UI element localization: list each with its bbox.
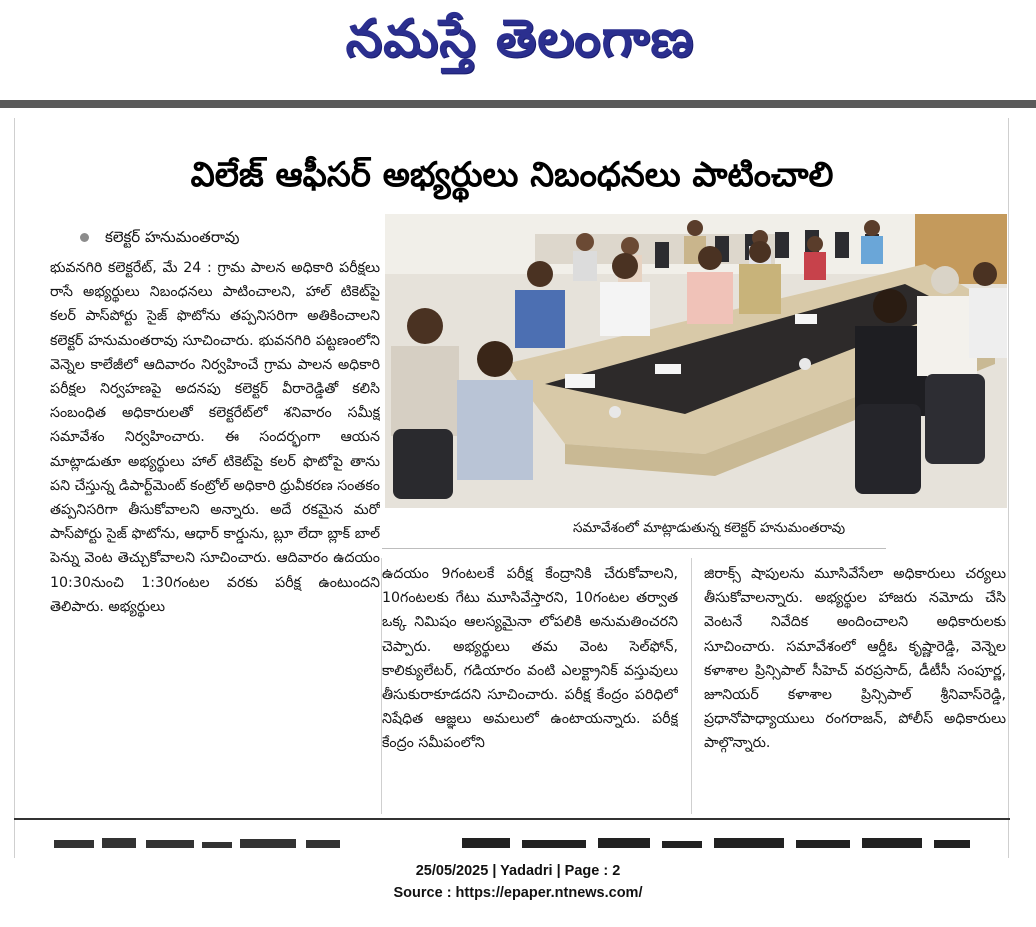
next-article-headline-fragment: [50, 830, 360, 848]
meeting-photo: [385, 214, 1007, 508]
cropped-text-glyphs: [50, 830, 350, 848]
next-article-headline-fragment: [458, 830, 978, 848]
bullet-icon: [80, 233, 89, 242]
cropped-text-glyphs: [458, 830, 978, 848]
article-column-1: భువనగిరి కలెక్టరేట్, మే 24 : గ్రామ పాలన అధికారి పరీక్షలు రాసే అభ్యర్థులు నిబంధనలు పాటించాలని, హాల్ టికెట్‌పై కలర్ పాస్‌పోర్టు సైజ్ ఫొటోను తప్పనిసరిగా అతికించాలని కలెక్టర్ హనుమంతరావు సూచించారు. భువనగిరి పట్టణంలోని వెన్నెల కాలేజీలో ఆదివారం నిర్వహించే గ్రామ పాలన అధికారి పరీక్షల నిర్వహణపై అదనపు కలెక్టర్ వీరారెడ్డితో కలిసి సంబంధిత అధికారులతో కలెక్టరేట్‌లో శనివారం సమీక్ష సమావేశం నిర్వహించారు. ఈ సందర్భంగా ఆయన మాట్లాడుతూ అభ్యర్థులు హాల్ టికెట్‌పై కలర్ ఫొటోపై తాను పని చేస్తున్న డిపార్ట్‌మెంట్ కంట్రోల్ అధికారి ధ్రువీకరణ సంతకం తప్పనిసరిగా తీసుకోవాలని అన్నారు. అదే రకమైన మరో పాస్‌పోర్టు సైజ్ ఫొటోను, ఆధార్ కార్డును, బ్లూ లేదా బ్లాక్ బాల్ పెన్ను వెంట తెచ్చుకోవాలని సూచించారు. ఆదివారం ఉదయం 10:30నుంచి 1:30గంటల వరకు పరీక్ష ఉంటుందని తెలిపారు. అభ్యర్థులు: [50, 260, 380, 615]
masthead: [0, 0, 1036, 104]
article-column-2: ఉదయం 9గంటలకే పరీక్ష కేంద్రానికి చేరుకోవాలని, 10గంటలకు గేటు మూసివేస్తారని, 10గంటల తర్వాత ఒక్క నిమిషం ఆలస్యమైనా లోపలికి అనుమతించరని చెప్పారు. అభ్యర్థులు తమ వెంట సెల్‌ఫోన్, కాలిక్యులేటర్, గడియారం వంటి ఎలక్ట్రానిక్ వస్తువులు తీసుకురాకూడదని సూచించారు. పరీక్ష కేంద్రం పరిధిలో నిషేధిత ఆజ్ఞలు అమలులో ఉంటాయన్నారు. పరీక్ష కేంద్రం సమీపంలోని: [382, 566, 678, 752]
article-byline: [80, 224, 400, 250]
caption-divider: [382, 548, 886, 549]
newspaper-logo: నమస్తే తెలంగాణ: [345, 9, 695, 69]
article-bottom-rule: [14, 818, 1010, 820]
page-footer: [0, 860, 1036, 914]
column-divider: [691, 558, 692, 814]
edition-info: 25/05/2025 | Yadadri | Page : 2: [415, 863, 621, 879]
masthead-divider: [0, 100, 1036, 108]
meeting-photo-illustration: [385, 214, 1007, 508]
news-article: [14, 118, 1010, 848]
article-column-3: జిరాక్స్ షాపులను మూసివేసేలా అధికారులు చర్యలు తీసుకోవాలన్నారు. అభ్యర్థుల హాజరు నమోదు చేసి వెంటనే నివేదిక అందించాలని అధికారులకు సూచించారు. సమావేశంలో ఆర్డీఓ కృష్ణారెడ్డి, వెన్నెల కళాశాల ప్రిన్సిపాల్ సీహెచ్ వరప్రసాద్, డీటీసీ సంపూర్ణ, జూనియర్ కళాశాల ప్రిన్సిపాల్ శ్రీనివాస్‌రెడ్డి, ప్రధానోపాధ్యాయులు రంగరాజన్, పోలీస్ అధికారులు పాల్గొన్నారు.: [704, 566, 1006, 752]
photo-caption: సమావేశంలో మాట్లాడుతున్న కలెక్టర్ హనుమంతరావు: [572, 520, 846, 536]
byline-text: కలెక్టర్ హనుమంతరావు: [105, 228, 240, 246]
source-link[interactable]: Source : https://epaper.ntnews.com/: [393, 885, 643, 901]
article-headline: విలేజ్ ఆఫీసర్ అభ్యర్థులు నిబంధనలు పాటించాలి: [190, 155, 834, 195]
